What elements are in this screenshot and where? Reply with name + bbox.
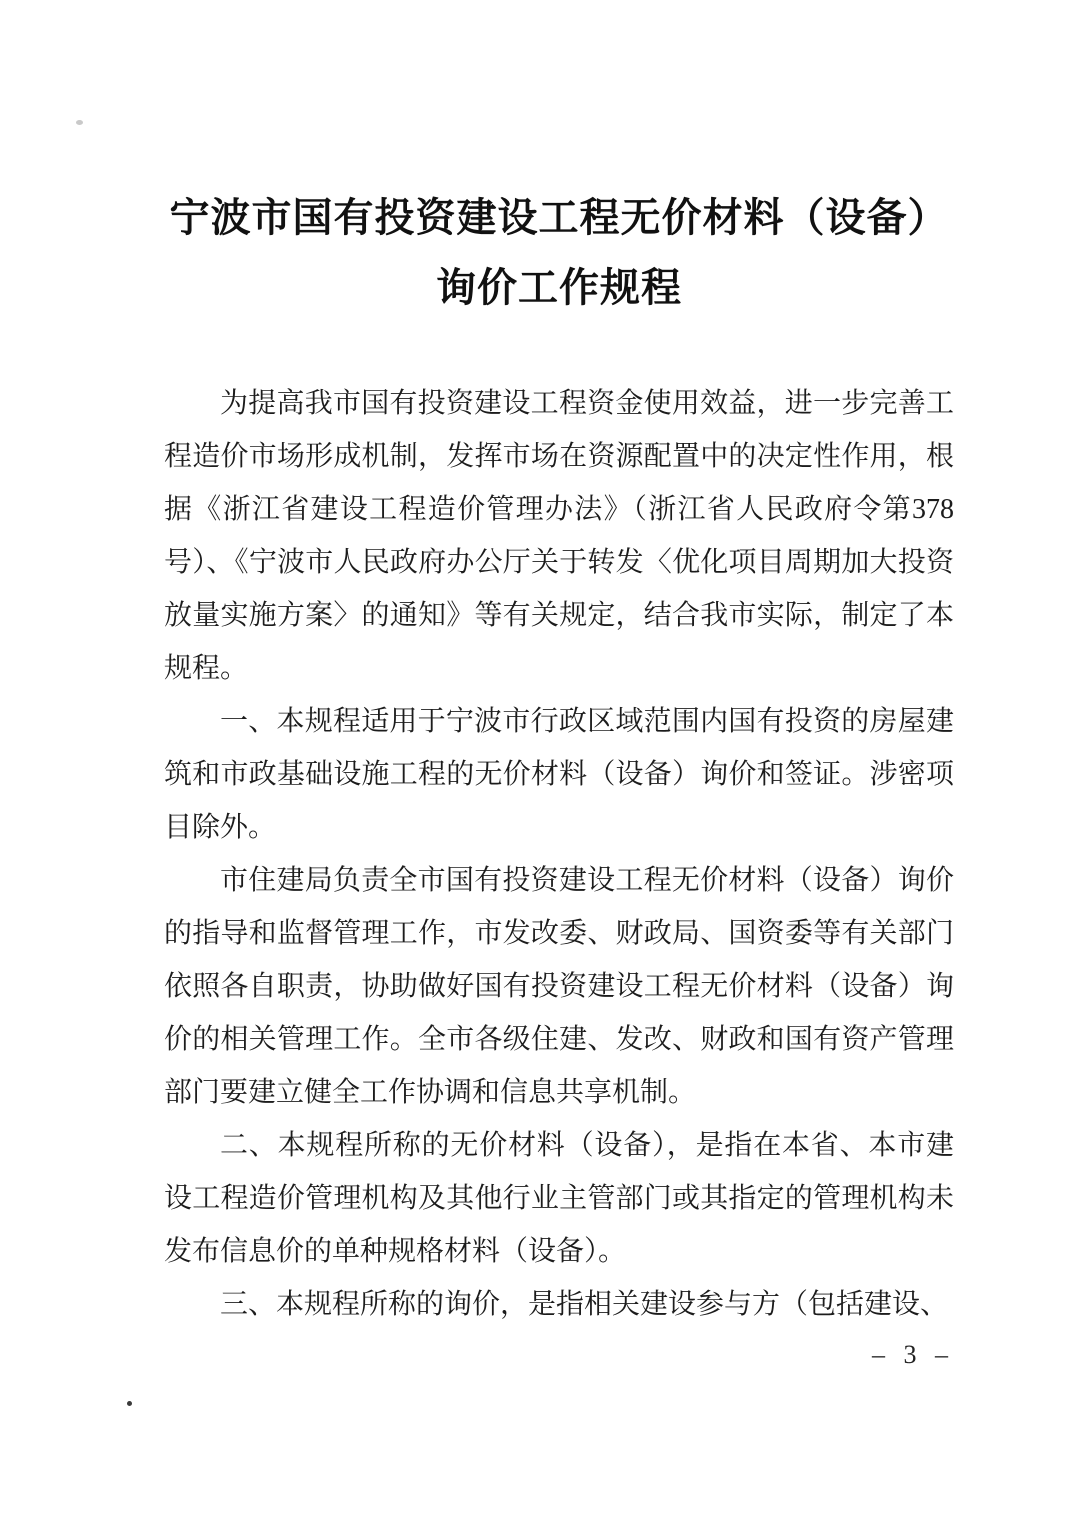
- paragraph-responsibility: 市住建局负责全市国有投资建设工程无价材料（设备）询价的指导和监督管理工作，市发改委、财政局、国资委等有关部门依照各自职责，协助做好国有投资建设工程无价材料（设备）询价的相关管理工作。全市各级住建、发改、财政和国有资产管理部门要建立健全工作协调和信息共享机制。: [164, 865, 954, 1108]
- paragraph-article-2: 二、本规程所称的无价材料（设备），是指在本省、本市建设工程造价管理机构及其他行业主管部门或其指定的管理机构未发布信息价的单种规格材料（设备）。: [164, 1130, 954, 1267]
- paragraph-article-1: 一、本规程适用于宁波市行政区域范围内国有投资的房屋建筑和市政基础设施工程的无价材料（设备）询价和签证。涉密项目除外。: [164, 706, 954, 843]
- paragraph-article-3: 三、本规程所称的询价，是指相关建设参与方（包括建设、: [220, 1289, 949, 1320]
- document-title: [164, 183, 954, 323]
- title-line-2: 询价工作规程: [436, 265, 682, 310]
- scan-speck: [76, 120, 83, 125]
- scan-speck: [127, 1401, 132, 1406]
- document-body: [164, 377, 954, 1331]
- page-number: – 3 –: [872, 1340, 954, 1369]
- paragraph-intro: 为提高我市国有投资建设工程资金使用效益，进一步完善工程造价市场形成机制，发挥市场在资源配置中的决定性作用，根据《浙江省建设工程造价管理办法》（浙江省人民政府令第378号）、《宁波市人民政府办公厅关于转发〈优化项目周期加大投资放量实施方案〉的通知》等有关规定，结合我市实际，制定了本规程。: [164, 388, 954, 684]
- title-line-1: 宁波市国有投资建设工程无价材料（设备）: [169, 195, 949, 240]
